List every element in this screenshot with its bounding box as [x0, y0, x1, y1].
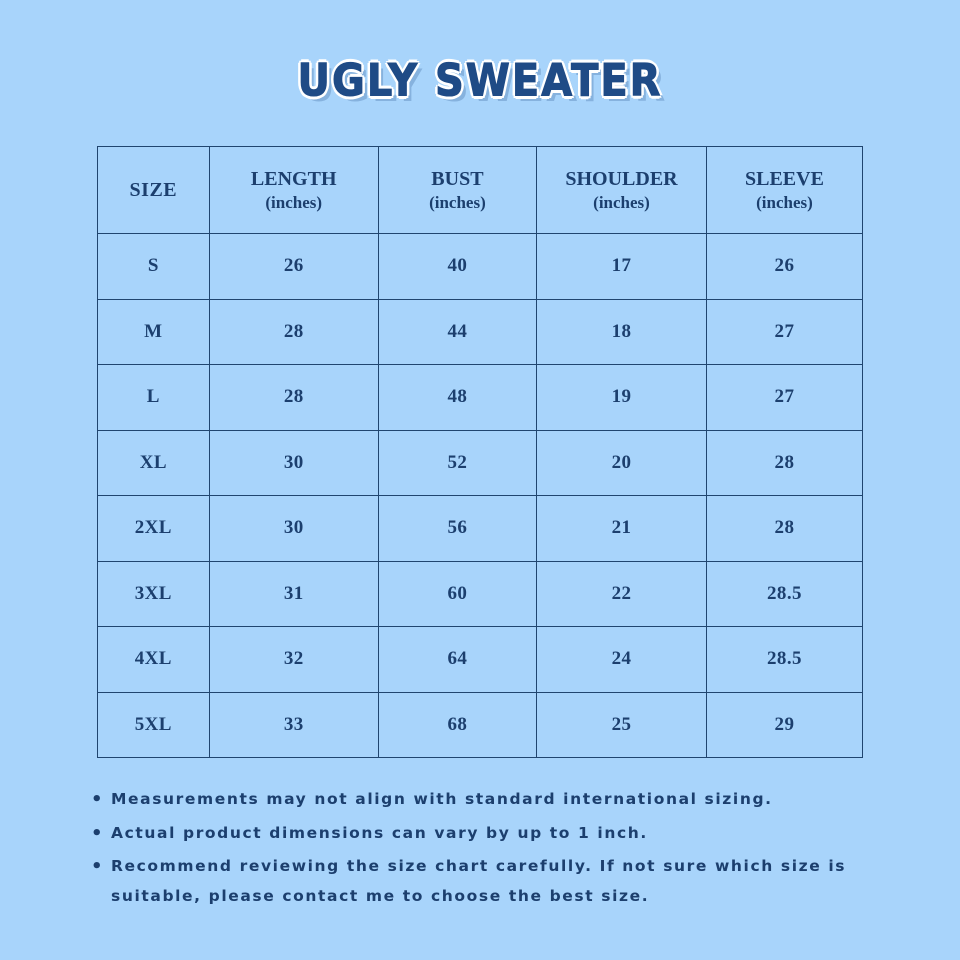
cell-shoulder: 21 — [537, 496, 707, 562]
cell-shoulder: 20 — [537, 430, 707, 496]
cell-bust: 52 — [378, 430, 536, 496]
column-header-length-label: LENGTH — [250, 167, 337, 190]
cell-sleeve: 28.5 — [706, 627, 862, 693]
cell-sleeve: 28.5 — [706, 561, 862, 627]
cell-bust: 68 — [378, 692, 536, 758]
notes-list — [85, 784, 875, 911]
table-body — [98, 234, 863, 758]
cell-sleeve: 26 — [706, 234, 862, 300]
cell-size: 3XL — [98, 561, 210, 627]
note-text: Measurements may not align with standard international sizing. — [111, 790, 773, 808]
cell-bust: 64 — [378, 627, 536, 693]
cell-shoulder: 24 — [537, 627, 707, 693]
cell-shoulder: 25 — [537, 692, 707, 758]
table-row — [98, 234, 863, 300]
table-row — [98, 299, 863, 365]
column-header-sleeve-label: SLEEVE — [744, 167, 824, 190]
column-header-shoulder — [537, 147, 707, 234]
cell-size: S — [98, 234, 210, 300]
cell-size: 2XL — [98, 496, 210, 562]
cell-shoulder: 19 — [537, 365, 707, 431]
column-header-shoulder-label: SHOULDER — [565, 167, 678, 190]
table-row — [98, 365, 863, 431]
cell-length: 32 — [209, 627, 378, 693]
cell-sleeve: 27 — [706, 365, 862, 431]
cell-shoulder: 17 — [537, 234, 707, 300]
cell-size: XL — [98, 430, 210, 496]
page-title: UGLY SWEATER — [297, 55, 663, 107]
column-header-bust — [378, 147, 536, 234]
bullet-icon: • — [91, 856, 105, 877]
table-row — [98, 561, 863, 627]
cell-bust: 60 — [378, 561, 536, 627]
note-text: Actual product dimensions can vary by up to 1 inch. — [111, 823, 648, 842]
cell-size: 5XL — [98, 692, 210, 758]
column-header-length — [209, 147, 378, 234]
size-chart-table-container — [97, 146, 863, 758]
column-header-length-unit: (inches) — [265, 192, 323, 212]
cell-length: 33 — [209, 692, 378, 758]
cell-size: L — [98, 365, 210, 431]
cell-bust: 44 — [378, 299, 536, 365]
cell-length: 28 — [209, 365, 378, 431]
column-header-size — [98, 147, 210, 234]
cell-length: 26 — [209, 234, 378, 300]
table-header — [98, 147, 863, 234]
cell-bust: 56 — [378, 496, 536, 562]
cell-length: 31 — [209, 561, 378, 627]
cell-sleeve: 28 — [706, 430, 862, 496]
column-header-shoulder-unit: (inches) — [593, 192, 650, 212]
table-row — [98, 627, 863, 693]
column-header-bust-label: BUST — [431, 167, 484, 190]
cell-bust: 40 — [378, 234, 536, 300]
cell-size: M — [98, 299, 210, 365]
column-header-sleeve — [706, 147, 862, 234]
table-row — [98, 430, 863, 496]
cell-size: 4XL — [98, 627, 210, 693]
table-row — [98, 692, 863, 758]
cell-length: 30 — [209, 430, 378, 496]
cell-bust: 48 — [378, 365, 536, 431]
cell-length: 28 — [209, 299, 378, 365]
list-item — [91, 784, 875, 816]
cell-sleeve: 29 — [706, 692, 862, 758]
title-container — [0, 0, 960, 107]
table-row — [98, 496, 863, 562]
cell-shoulder: 22 — [537, 561, 707, 627]
column-header-sleeve-unit: (inches) — [756, 192, 813, 212]
list-item — [91, 818, 875, 850]
cell-sleeve: 27 — [706, 299, 862, 365]
cell-shoulder: 18 — [537, 299, 707, 365]
bullet-icon: • — [91, 822, 105, 844]
table-header-row — [98, 147, 863, 234]
column-header-bust-unit: (inches) — [429, 192, 486, 212]
size-chart-table — [97, 146, 863, 758]
cell-length: 30 — [209, 496, 378, 562]
column-header-size-label: SIZE — [129, 178, 178, 201]
bullet-icon: • — [91, 789, 105, 810]
list-item — [91, 851, 875, 911]
cell-sleeve: 28 — [706, 496, 862, 562]
note-text: Recommend reviewing the size chart carefully. If not sure which size is suitable, please contact me to choose the best size. — [111, 857, 847, 906]
